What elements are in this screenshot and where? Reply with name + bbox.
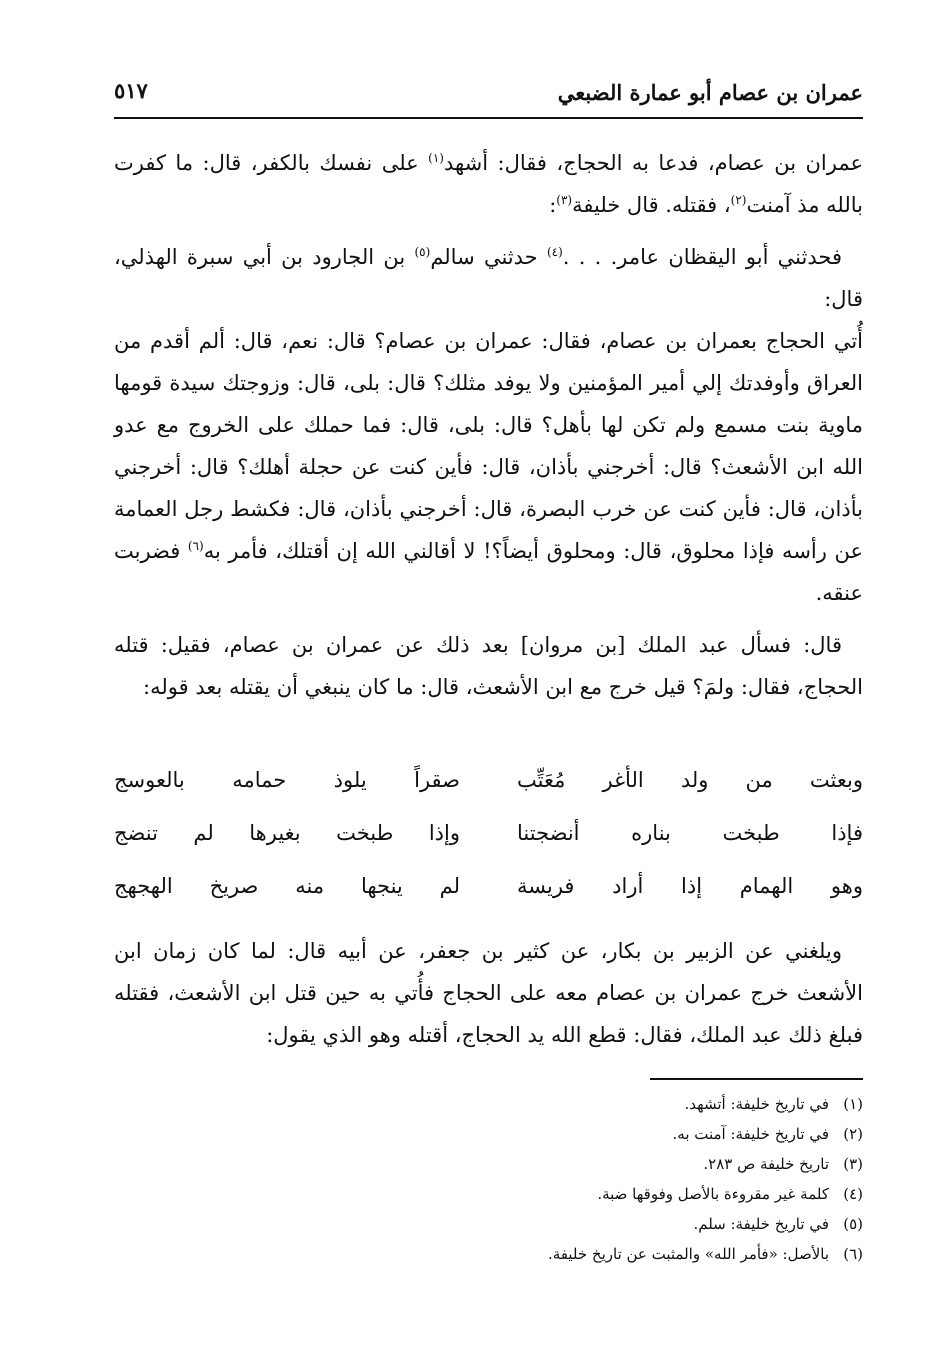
footnote-text: في تاريخ خليفة: آمنت به. xyxy=(672,1125,829,1143)
footnote-ref-2: (٢) xyxy=(730,193,747,207)
footnote-ref-1: (١) xyxy=(428,151,444,165)
verse-line xyxy=(114,821,863,874)
footnote-ref-3: (٣) xyxy=(556,193,573,207)
footnote-text: في تاريخ خليفة: سلم. xyxy=(693,1215,829,1233)
footnote-rule xyxy=(650,1078,863,1080)
verse-second-hemistich: لم ينجها منه صريخ الهجهج xyxy=(114,874,460,898)
poem xyxy=(114,768,863,927)
footnote-text: بالأصل: «فأمر الله» والمثبت عن تاريخ خليفة. xyxy=(547,1245,829,1263)
paragraph-2: فحدثني أبو اليقظان عامر. . . .$^{(٤)}$ حدثني سالم$^{(٥)}$ بن الجارود بن أبي سبرة الهذلي، قال: xyxy=(114,245,863,311)
paragraph-1: عمران بن عصام، فدعا به الحجاج، فقال: أشهد$^{(١)}$ على نفسك بالكفر، قال: ما كفرت بالله مذ آمنت$^{(٢)}$، فقتله. قال خليفة$^{(٣)}$: xyxy=(114,151,863,217)
verse-second-hemistich: وإذا طبخت بغيرها لم تنضج xyxy=(114,821,460,845)
header-rule xyxy=(114,117,863,119)
footnote-number: (٥) xyxy=(843,1215,863,1233)
footnote-text: كلمة غير مقروءة بالأصل وفوقها ضبة. xyxy=(597,1185,829,1203)
footnote-item xyxy=(114,1119,863,1149)
verse-first-hemistich: وبعثت من ولد الأغر مُعَتِّب xyxy=(517,768,863,792)
verse-first-hemistich: وهو الهمام إذا أراد فريسة xyxy=(517,874,863,898)
footnote-item xyxy=(114,1179,863,1209)
footnote-item xyxy=(114,1239,863,1269)
footnote-text: تاريخ خليفة ص ٢٨٣. xyxy=(703,1155,829,1173)
verse-line xyxy=(114,874,863,927)
footnote-text: في تاريخ خليفة: أتشهد. xyxy=(684,1095,829,1113)
footnote-number: (٣) xyxy=(843,1155,863,1173)
page-number: ٥١٧ xyxy=(114,78,148,103)
footnote-ref-6: (٦) xyxy=(187,539,204,553)
main-text xyxy=(114,142,863,708)
running-title: عمران بن عصام أبو عمارة الضبعي xyxy=(557,80,863,105)
closing-paragraph: ويلغني عن الزبير بن بكار، عن كثير بن جعفر، عن أبيه قال: لما كان زمان ابن الأشعث خرج عمران بن عصام معه على الحجاج فأُتي به حين قتل ابن الأشعث، فقتله فبلغ ذلك عبد الملك، فقال: قطع الله يد الحجاج، أقتله وهو الذي يقول: xyxy=(114,939,863,1047)
verse-line xyxy=(114,768,863,821)
verse-second-hemistich: صقراً يلوذ حمامه بالعوسج xyxy=(114,768,460,792)
footnote-item xyxy=(114,1209,863,1239)
footnote-number: (١) xyxy=(843,1095,863,1113)
paragraph-3: أُتي الحجاج بعمران بن عصام، فقال: عمران بن عصام؟ قال: نعم، قال: ألم أقدم من العراق وأوفدتك إلي أمير المؤمنين ولا يوفد مثلك؟ قال: بلى، قال: وزوجتك سيدة قومها ماوية بنت مسمع ولم تكن لها بأهل؟ قال: بلى، قال: فما حملك على الخروج مع عدو الله ابن الأشعث؟ قال: أخرجني بأذان، قال: فأين كنت عن حجلة أهلك؟ قال: أخرجني بأذان، قال: فأين كنت عن خرب البصرة، قال: أخرجني بأذان، قال: فكشط رجل العمامة عن رأسه فإذا محلوق، قال: ومحلوق أيضاً؟! لا أقالني الله إن أقتلك، فأمر به$^{(٦)}$ فضربت عنقه. xyxy=(114,329,863,605)
verse-first-hemistich: فإذا طبخت بناره أنضجتنا xyxy=(517,821,863,845)
footnote-number: (٢) xyxy=(843,1125,863,1143)
page-header xyxy=(114,72,863,116)
paragraph-4: قال: فسأل عبد الملك [بن مروان] بعد ذلك عن عمران بن عصام، فقيل: قتله الحجاج، فقال: ولمَ؟ قيل خرج مع ابن الأشعث، قال: ما كان ينبغي أن يقتله بعد قوله: xyxy=(114,633,863,699)
footnote-ref-5: (٥) xyxy=(414,245,431,259)
footnote-number: (٤) xyxy=(843,1185,863,1203)
footnotes xyxy=(114,1089,863,1269)
footnote-number: (٦) xyxy=(843,1245,863,1263)
footnote-item xyxy=(114,1149,863,1179)
footnote-ref-4: (٤) xyxy=(546,245,563,259)
footnote-item xyxy=(114,1089,863,1119)
